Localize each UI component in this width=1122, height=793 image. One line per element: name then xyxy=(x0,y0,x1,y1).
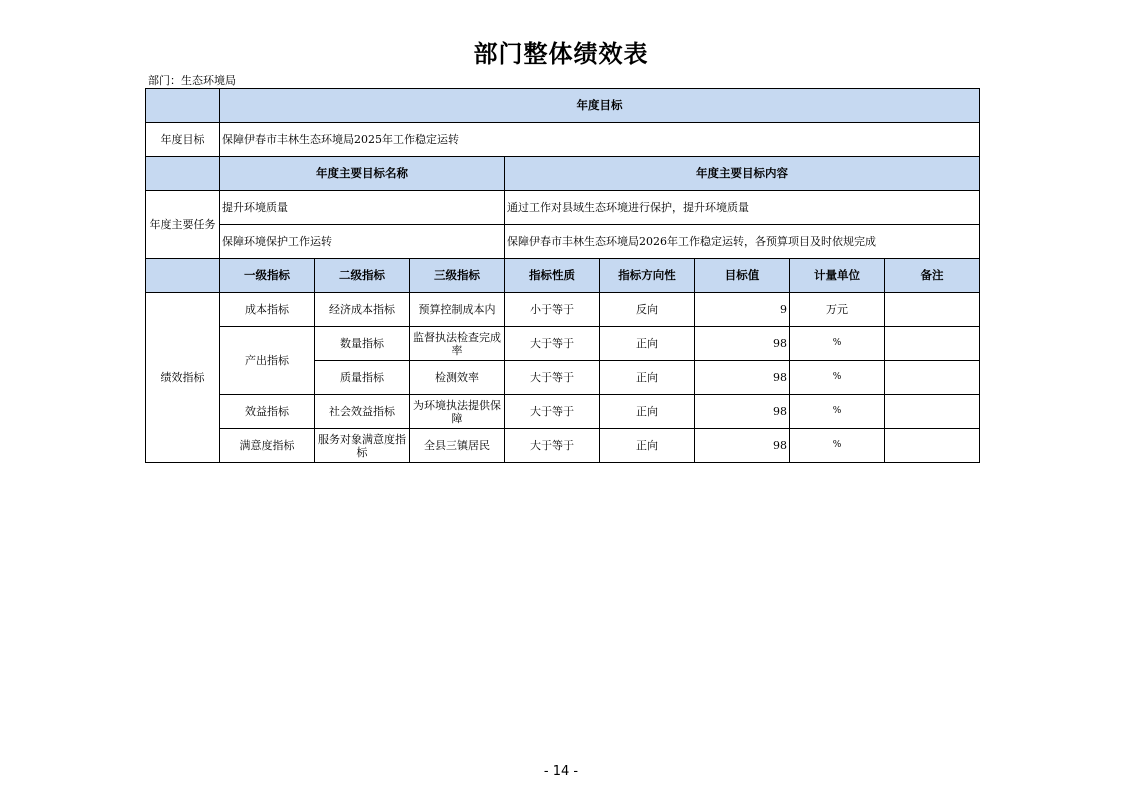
direction-cell: 正向 xyxy=(600,361,695,395)
level3-cell: 预算控制成本内 xyxy=(410,293,505,327)
level2-cell: 社会效益指标 xyxy=(315,395,410,429)
level2-cell: 经济成本指标 xyxy=(315,293,410,327)
unit-cell: % xyxy=(790,327,885,361)
table-row xyxy=(146,157,980,191)
table-row xyxy=(146,89,980,123)
unit-cell: % xyxy=(790,395,885,429)
task-content: 通过工作对县域生态环境进行保护，提升环境质量 xyxy=(505,191,980,225)
header-cell-blank xyxy=(146,89,220,123)
nature-cell: 大于等于 xyxy=(505,327,600,361)
column-header: 一级指标 xyxy=(220,259,315,293)
note-cell xyxy=(885,395,980,429)
level3-cell: 检测效率 xyxy=(410,361,505,395)
department-label: 部门：生态环境局 xyxy=(148,74,236,87)
note-cell xyxy=(885,293,980,327)
level2-cell: 质量指标 xyxy=(315,361,410,395)
task-name: 保障环境保护工作运转 xyxy=(220,225,505,259)
task-name: 提升环境质量 xyxy=(220,191,505,225)
nature-cell: 大于等于 xyxy=(505,395,600,429)
task-name-header: 年度主要目标名称 xyxy=(220,157,505,191)
nature-cell: 大于等于 xyxy=(505,361,600,395)
column-header: 二级指标 xyxy=(315,259,410,293)
direction-cell: 正向 xyxy=(600,327,695,361)
perf-label: 绩效指标 xyxy=(146,293,220,463)
column-header: 目标值 xyxy=(695,259,790,293)
value-cell: 98 xyxy=(695,327,790,361)
value-cell: 9 xyxy=(695,293,790,327)
table-row xyxy=(146,259,980,293)
column-header: 三级指标 xyxy=(410,259,505,293)
annual-goal-header: 年度目标 xyxy=(220,89,980,123)
column-header: 计量单位 xyxy=(790,259,885,293)
nature-cell: 大于等于 xyxy=(505,429,600,463)
level3-cell: 监督执法检查完成率 xyxy=(410,327,505,361)
direction-cell: 反向 xyxy=(600,293,695,327)
level1-cell: 成本指标 xyxy=(220,293,315,327)
table-row xyxy=(146,293,980,327)
page-number: - 14 - xyxy=(543,764,579,779)
header-cell-blank xyxy=(146,157,220,191)
page-title: 部门整体绩效表 xyxy=(473,40,649,68)
annual-goal-text: 保障伊春市丰林生态环境局2025年工作稳定运转 xyxy=(220,123,980,157)
note-cell xyxy=(885,361,980,395)
column-header: 指标方向性 xyxy=(600,259,695,293)
level2-cell: 数量指标 xyxy=(315,327,410,361)
task-content: 保障伊春市丰林生态环境局2026年工作稳定运转，各预算项目及时依规完成 xyxy=(505,225,980,259)
level1-cell: 产出指标 xyxy=(220,327,315,395)
annual-goal-label: 年度目标 xyxy=(146,123,220,157)
note-cell xyxy=(885,327,980,361)
direction-cell: 正向 xyxy=(600,395,695,429)
header-cell-blank xyxy=(146,259,220,293)
value-cell: 98 xyxy=(695,429,790,463)
table-row xyxy=(146,225,980,259)
table-row xyxy=(146,395,980,429)
note-cell xyxy=(885,429,980,463)
value-cell: 98 xyxy=(695,361,790,395)
level3-cell: 全县三镇居民 xyxy=(410,429,505,463)
level1-cell: 满意度指标 xyxy=(220,429,315,463)
task-label: 年度主要任务 xyxy=(146,191,220,259)
table-row xyxy=(146,429,980,463)
level2-cell: 服务对象满意度指标 xyxy=(315,429,410,463)
value-cell: 98 xyxy=(695,395,790,429)
column-header: 备注 xyxy=(885,259,980,293)
direction-cell: 正向 xyxy=(600,429,695,463)
unit-cell: % xyxy=(790,429,885,463)
performance-table xyxy=(145,88,980,463)
unit-cell: 万元 xyxy=(790,293,885,327)
task-content-header: 年度主要目标内容 xyxy=(505,157,980,191)
column-header: 指标性质 xyxy=(505,259,600,293)
table-row xyxy=(146,123,980,157)
nature-cell: 小于等于 xyxy=(505,293,600,327)
table-row xyxy=(146,327,980,361)
unit-cell: % xyxy=(790,361,885,395)
level1-cell: 效益指标 xyxy=(220,395,315,429)
level3-cell: 为环境执法提供保障 xyxy=(410,395,505,429)
table-row xyxy=(146,191,980,225)
